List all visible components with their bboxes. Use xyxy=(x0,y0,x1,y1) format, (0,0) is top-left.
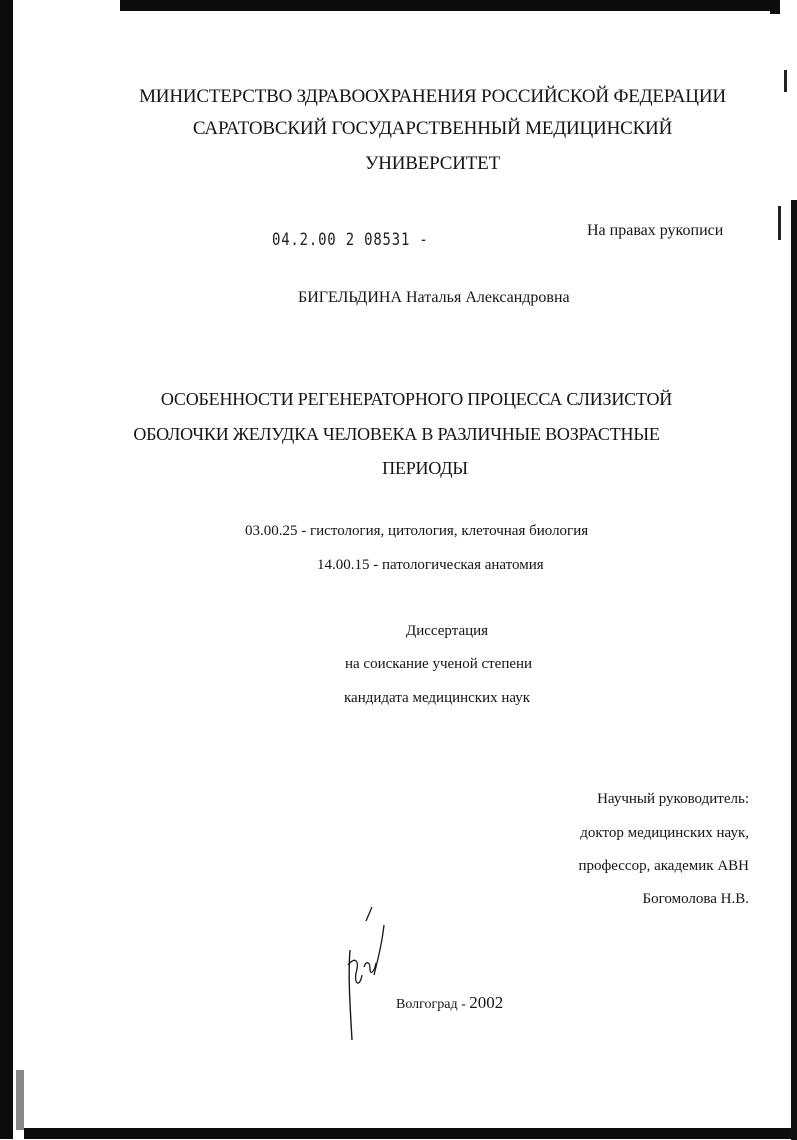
scan-border-left xyxy=(0,0,13,1139)
specialty-code-2: 14.00.15 - патологическая анатомия xyxy=(317,557,544,573)
handwritten-signature xyxy=(330,895,410,1045)
city-year xyxy=(396,993,503,1013)
year: 2002 xyxy=(469,993,504,1012)
university-heading-line1: САРАТОВСКИЙ ГОСУДАРСТВЕННЫЙ МЕДИЦИНСКИЙ xyxy=(192,118,673,139)
scan-artifact xyxy=(778,206,781,240)
dissertation-label: Диссертация xyxy=(406,623,489,639)
ministry-heading: МИНИСТЕРСТВО ЗДРАВООХРАНЕНИЯ РОССИЙСКОЙ ФЕДЕРАЦИИ xyxy=(139,86,726,107)
supervisor-label: Научный руководитель: xyxy=(597,791,749,807)
registration-stamp: 04.2.00 2 08531 - xyxy=(272,230,429,250)
manuscript-rights-note: На правах рукописи xyxy=(587,222,724,239)
degree-name: кандидата медицинских наук xyxy=(344,690,531,706)
university-heading-line2: УНИВЕРСИТЕТ xyxy=(365,153,500,174)
scan-artifact xyxy=(16,1070,24,1130)
supervisor-degree: доктор медицинских наук, xyxy=(580,825,749,841)
supervisor-rank: профессор, академик АВН xyxy=(578,858,749,874)
specialty-code-1: 03.00.25 - гистология, цитология, клеточная биология xyxy=(245,523,589,539)
author-name: БИГЕЛЬДИНА Наталья Александровна xyxy=(298,289,570,306)
scan-border-bottom xyxy=(24,1128,797,1139)
city-year-dash: - xyxy=(457,997,470,1012)
degree-purpose: на соискание ученой степени xyxy=(345,656,533,672)
city-name: Волгоград xyxy=(396,997,458,1012)
thesis-title-line2: ОБОЛОЧКИ ЖЕЛУДКА ЧЕЛОВЕКА В РАЗЛИЧНЫЕ ВОЗРАСТНЫЕ xyxy=(133,424,660,444)
supervisor-name: Богомолова Н.В. xyxy=(642,891,749,907)
scan-border-top xyxy=(120,0,780,11)
thesis-title-line3: ПЕРИОДЫ xyxy=(382,458,468,478)
scan-border-top-corner xyxy=(770,0,780,14)
scan-border-right xyxy=(791,200,797,1140)
thesis-title-line1: ОСОБЕННОСТИ РЕГЕНЕРАТОРНОГО ПРОЦЕССА СЛИЗИСТОЙ xyxy=(160,389,673,409)
